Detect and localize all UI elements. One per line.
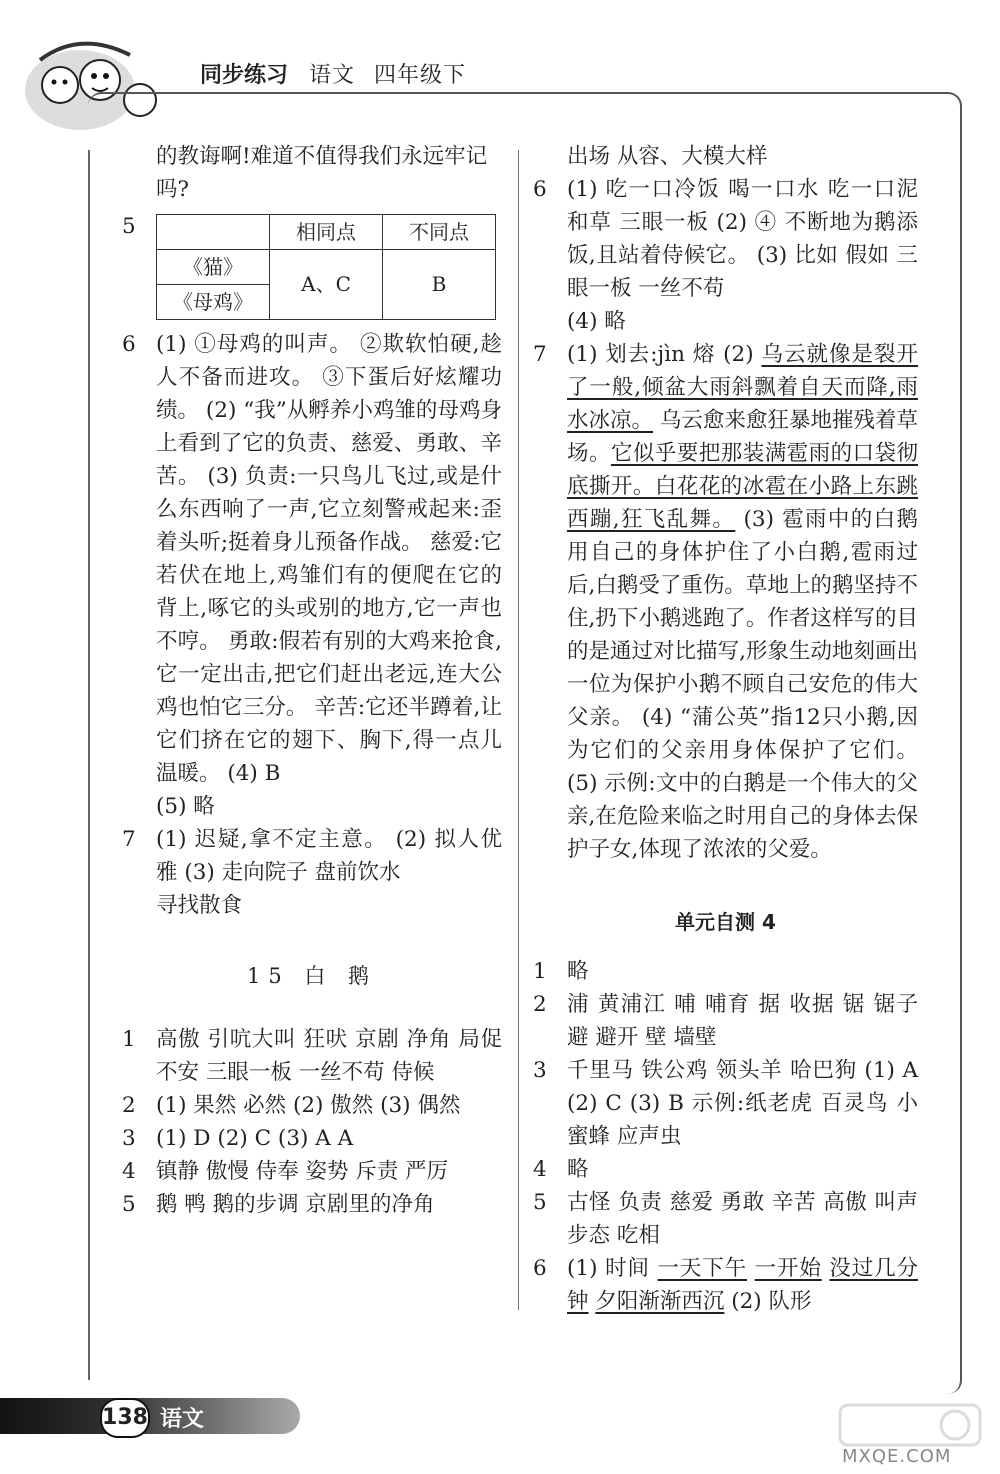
item-text: 古怪 负责 慈爱 勇敢 辛苦 高傲 叫声 步态 吃相 bbox=[567, 1190, 918, 1248]
item-text: 鹅 鸭 鹅的步调 京剧里的净角 bbox=[156, 1192, 435, 1217]
continued-text: 出场 从容、大模大样 bbox=[567, 144, 768, 169]
answer-item-6 bbox=[533, 173, 918, 305]
comparison-table bbox=[156, 214, 496, 320]
item-text-continued: (4) 略 bbox=[567, 309, 626, 334]
item-number: 6 bbox=[533, 177, 547, 202]
item-text-continued: 寻找散食 bbox=[156, 893, 243, 918]
item-text: (1) ①母鸡的叫声。 ②欺软怕硬,趁人不备而进攻。 ③下蛋后好炫耀功绩。 (2) “我”从孵养小鸡雏的母鸡身上看到了它的负责、慈爱、勇敢、辛苦。 (3) 负责:一只鸟儿飞过,或是什么东西响了一声,它立刻警戒起来:歪着头听;挺着身儿预备作战。 慈爱:它若伏在地上,鸡雏们有的便爬在它的背上,啄它的头或别的地方,它一声也不哼。 勇敢:假若有别的大鸡来抢食,它一定出击,把它们赶出老远,连大公鸡也怕它三分。 辛苦:它还半蹲着,让它们挤在它的翅下、胸下,得一点儿温暖。 (4) B bbox=[156, 332, 502, 786]
answer-item-7 bbox=[533, 338, 918, 866]
table-cell-diff: B bbox=[383, 250, 496, 320]
item-text: (1) 吃一口冷饭 喝一口水 吃一口泥和草 三眼一板 (2) ④ 不断地为鹅添饭,且站着侍候它。 (3) 比如 假如 三眼一板 一丝不苟 bbox=[567, 177, 918, 301]
item-number: 5 bbox=[122, 1192, 136, 1217]
column-divider bbox=[518, 150, 519, 1310]
answer-item-3 bbox=[122, 1122, 502, 1155]
item-text: 高傲 引吭大叫 狂吠 京剧 净角 局促不安 三眼一板 一丝不苟 侍候 bbox=[156, 1027, 502, 1085]
item-number: 4 bbox=[122, 1159, 136, 1184]
watermark-text: MXQE.COM bbox=[842, 1446, 952, 1467]
table-header-diff: 不同点 bbox=[383, 215, 496, 250]
table-row-label-cat: 《猫》 bbox=[157, 250, 270, 285]
continued-text-line1: 的教诲啊!难道不值得我们永远牢记 bbox=[156, 144, 488, 169]
item-number: 5 bbox=[533, 1190, 547, 1215]
page-frame-left-rule bbox=[88, 150, 90, 1380]
item-number: 7 bbox=[122, 827, 136, 852]
item-number: 2 bbox=[533, 992, 547, 1017]
item-text: (1) 迟疑,拿不定主意。 (2) 拟人优雅 (3) 走向院子 盘前饮水 bbox=[156, 827, 502, 885]
item-text: 浦 黄浦江 哺 哺育 据 收据 锯 锯子 避 避开 壁 墙壁 bbox=[567, 992, 918, 1050]
item-text-part: (3) 雹雨中的白鹅用自己的身体护住了小白鹅,雹雨过后,白鹅受了重伤。草地上的鹅坚持不住,扔下小鹅逃跑了。作者这样写的目的是通过对比描写,形象生动地刻画出一位为保护小鹅不顾自己安危的伟大父亲。 (4) “蒲公英”指12只小鹅,因为它们的父亲用身体保护了它们。 (5) 示例:文中的白鹅是一个伟大的父亲,在危险来临之时用自己的身体去保护子女,体现了浓浓的父爱。 bbox=[567, 507, 919, 862]
item-text: (1) D (2) C (3) A A bbox=[156, 1126, 354, 1151]
answer-item-6b bbox=[533, 1252, 918, 1318]
answer-item-1 bbox=[533, 955, 918, 988]
footer-subject: 语文 bbox=[160, 1407, 205, 1432]
underlined-phrase: 一天下午 bbox=[657, 1256, 747, 1281]
table-header-same: 相同点 bbox=[270, 215, 383, 250]
item-text: 千里马 铁公鸡 领头羊 哈巴狗 (1) A (2) C (3) B 示例:纸老虎 百灵鸟 小蜜蜂 应声虫 bbox=[567, 1058, 918, 1149]
section-title: 15 白 鹅 bbox=[246, 964, 378, 988]
item-text: 镇静 傲慢 侍奉 姿势 斥责 严厉 bbox=[156, 1159, 449, 1184]
item-text-part: 乌云愈来愈狂暴地摧残着草场。 bbox=[567, 408, 918, 466]
item-number: 5 bbox=[122, 214, 136, 239]
item-number: 6 bbox=[122, 332, 136, 357]
item-number: 1 bbox=[533, 959, 547, 984]
footer-bar bbox=[0, 1398, 300, 1434]
section-title: 单元自测 4 bbox=[675, 910, 776, 934]
header-subject: 语文 bbox=[309, 63, 356, 88]
answer-item-2 bbox=[533, 988, 918, 1054]
item-number: 3 bbox=[122, 1126, 136, 1151]
underlined-sentence: 乌云就像是裂开了一般,倾盆大雨斜飘着自天而降,雨水冰凉。 bbox=[567, 342, 918, 433]
answer-item-5 bbox=[533, 1186, 918, 1252]
table-row-label-hen: 《母鸡》 bbox=[157, 285, 270, 320]
item-text: 略 bbox=[567, 1157, 589, 1182]
item-text bbox=[567, 338, 918, 866]
answer-item-6 bbox=[122, 328, 502, 790]
item-text bbox=[567, 1252, 918, 1318]
underlined-phrase: 一开始 bbox=[754, 1256, 822, 1281]
page-number: 138 bbox=[100, 1398, 150, 1438]
item-number: 6 bbox=[533, 1256, 547, 1281]
continued-text-line2: 吗? bbox=[156, 177, 190, 202]
table-cell-same: A、C bbox=[270, 250, 383, 320]
item-number: 2 bbox=[122, 1093, 136, 1118]
answer-item-5 bbox=[122, 210, 502, 328]
item-number: 1 bbox=[122, 1027, 136, 1052]
item-text: 略 bbox=[567, 959, 589, 984]
header-grade: 四年级下 bbox=[374, 63, 467, 88]
answer-item-1 bbox=[122, 1023, 502, 1089]
item-text-continued: (5) 略 bbox=[156, 794, 215, 819]
item-number: 4 bbox=[533, 1157, 547, 1182]
left-column bbox=[122, 140, 502, 1221]
table-corner-cell bbox=[157, 215, 270, 250]
page-header bbox=[200, 58, 466, 89]
item-text-part: (2) 队形 bbox=[724, 1289, 812, 1314]
book-brand: 同步练习 bbox=[200, 63, 289, 88]
item-number: 3 bbox=[533, 1058, 547, 1083]
right-column bbox=[533, 140, 918, 1318]
item-text-part: (1) 时间 bbox=[567, 1256, 658, 1281]
item-text-part: (1) 划去:jìn 熔 (2) bbox=[567, 342, 762, 367]
underlined-phrase: 夕阳渐渐西沉 bbox=[595, 1289, 725, 1314]
answer-item-7 bbox=[122, 823, 502, 889]
answer-item-2 bbox=[122, 1089, 502, 1122]
answer-item-4 bbox=[122, 1155, 502, 1188]
answer-item-3 bbox=[533, 1054, 918, 1153]
underlined-sentence: 它似乎要把那装满雹雨的口袋彻底撕开。白花花的冰雹在小路上东跳西蹦,狂飞乱舞。 bbox=[567, 441, 918, 532]
answer-item-5b bbox=[122, 1188, 502, 1221]
item-text: (1) 果然 必然 (2) 傲然 (3) 偶然 bbox=[156, 1093, 461, 1118]
underlined-phrase: 没过几分钟 bbox=[567, 1256, 918, 1314]
answer-item-4 bbox=[533, 1153, 918, 1186]
item-number: 7 bbox=[533, 342, 547, 367]
